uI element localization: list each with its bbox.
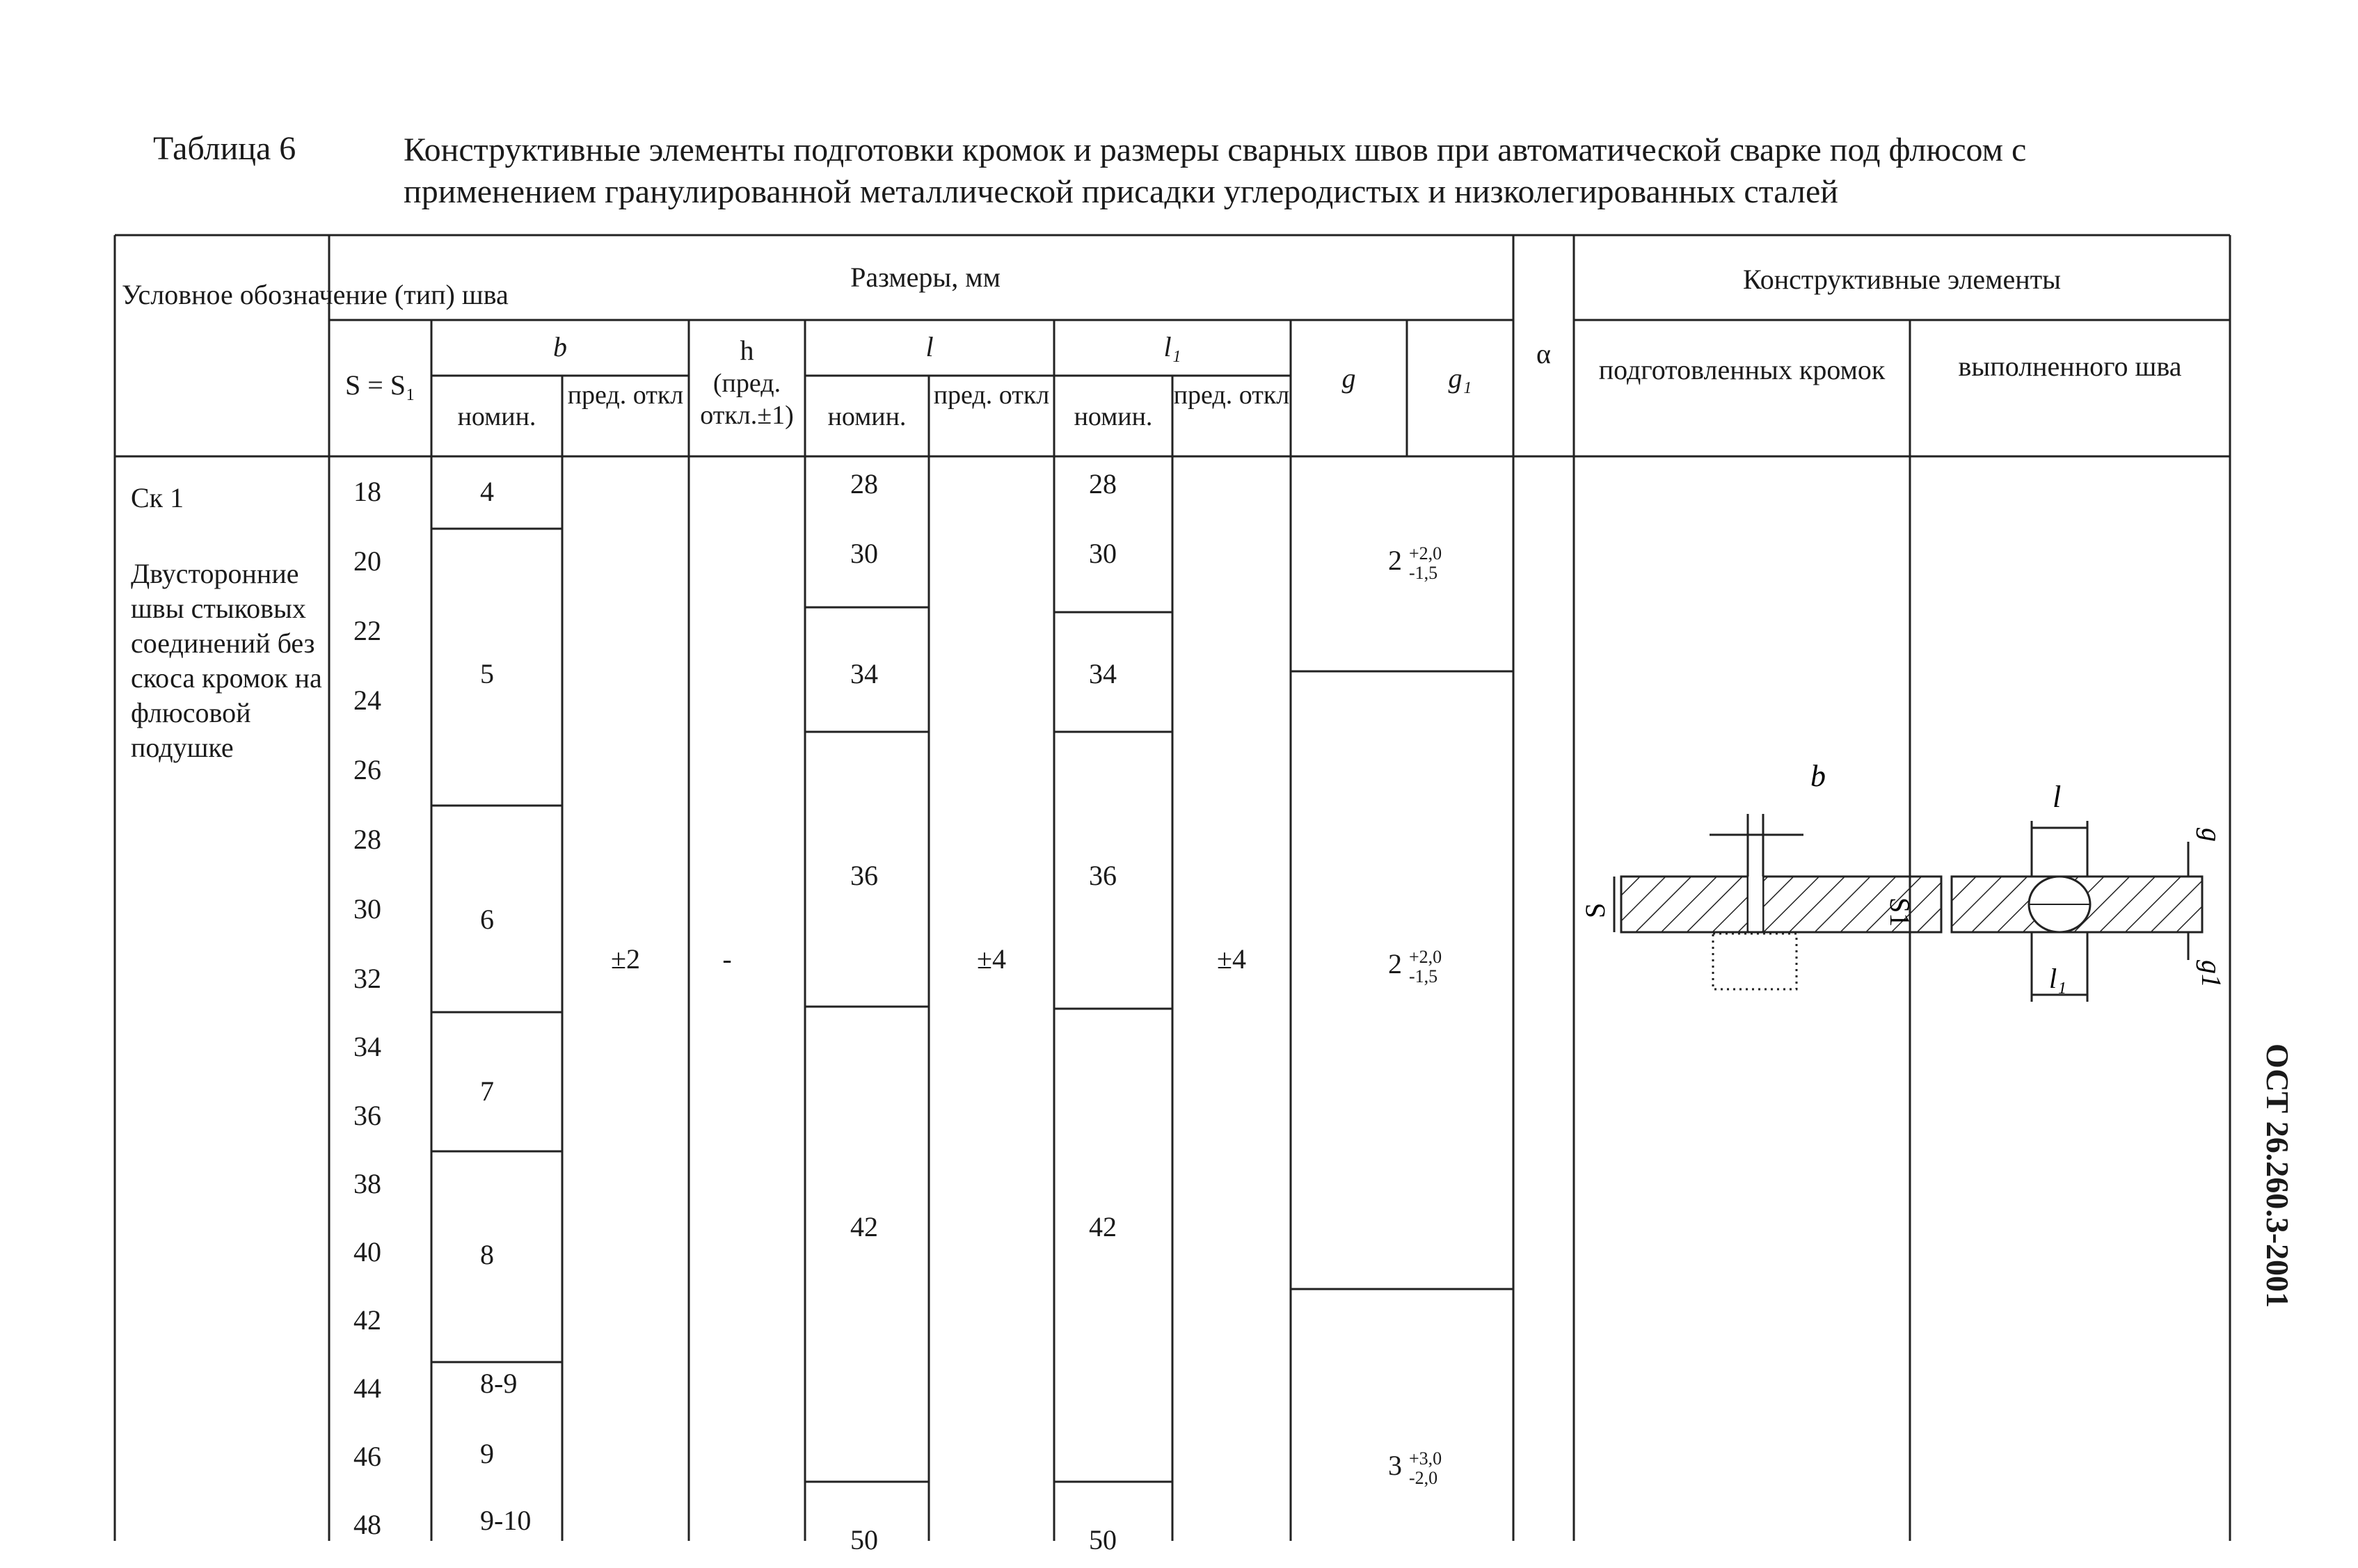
g-minus: -2,0 xyxy=(1409,1468,1438,1488)
prepared-edges-drawing xyxy=(1574,737,1915,1002)
alpha-header: α xyxy=(1536,338,1551,369)
b-header: b xyxy=(553,331,567,362)
s-value: 46 xyxy=(353,1441,381,1472)
s-value: 22 xyxy=(353,615,381,646)
l1-tolerance-header: пред. откл xyxy=(1173,381,1290,410)
l1-value: 42 xyxy=(1089,1211,1117,1242)
l-value: 28 xyxy=(850,468,878,499)
g-base: 3 xyxy=(1388,1450,1402,1482)
b-value: 5 xyxy=(480,658,494,689)
dim-g1-label: g1 xyxy=(2196,960,2227,988)
s-value: 48 xyxy=(353,1509,381,1540)
dim-s1-label: S1 xyxy=(1884,897,1915,927)
dim-g-label: g xyxy=(2196,828,2227,842)
h-tolerance-header: (пред. откл.±1) xyxy=(700,369,794,430)
l-value: 30 xyxy=(850,538,878,569)
b-tolerance: ±2 xyxy=(611,943,640,975)
g-plus: +2,0 xyxy=(1409,947,1442,967)
b-value: 4 xyxy=(480,476,494,507)
h-value: - xyxy=(722,943,732,975)
g1-header: g₁ xyxy=(1448,362,1472,394)
dim-s-label: S xyxy=(1579,902,1611,918)
dim-b-label: b xyxy=(1810,759,1826,793)
l-tolerance-header: пред. откл xyxy=(933,381,1050,410)
g-value xyxy=(1388,947,1442,986)
weld-code: Ск 1 xyxy=(131,482,184,513)
b-value: 8-9 xyxy=(480,1368,518,1399)
b-value: 8 xyxy=(480,1239,494,1270)
construct-header: Конструктивные элементы xyxy=(1743,264,2061,295)
l-header: l xyxy=(925,331,934,362)
g-value xyxy=(1388,1449,1442,1488)
l-value: 34 xyxy=(850,658,878,689)
l1-value: 50 xyxy=(1089,1524,1117,1555)
b-value: 9 xyxy=(480,1438,494,1469)
prepared-header: подготовленных кромок xyxy=(1598,354,1886,385)
s-value: 28 xyxy=(353,824,381,855)
b-value: 9-10 xyxy=(480,1505,532,1536)
l1-value: 34 xyxy=(1089,658,1117,689)
l1-value: 30 xyxy=(1089,538,1117,569)
l1-nominal-header: номин. xyxy=(1074,402,1153,431)
h-header: h xyxy=(740,335,754,366)
b-nominal-header: номин. xyxy=(457,402,536,431)
l-value: 36 xyxy=(850,860,878,891)
b-value: 7 xyxy=(480,1075,494,1107)
s-value: 38 xyxy=(353,1168,381,1199)
l-value: 50 xyxy=(850,1524,878,1555)
l1-value: 36 xyxy=(1089,860,1117,891)
finished-header: выполненного шва xyxy=(1958,351,2182,382)
g-plus: +2,0 xyxy=(1409,543,1442,563)
l1-value: 28 xyxy=(1089,468,1117,499)
document-code: ОСТ 26.260.3-2001 xyxy=(2260,1043,2295,1309)
table-title: Конструктивные элементы подготовки кромок и размеры сварных швов при автоматической сварке под флюсом с применением гранулированной металлической присадки углеродистых и низколегированных сталей xyxy=(404,131,2027,210)
g-base: 2 xyxy=(1388,948,1402,980)
b-value: 6 xyxy=(480,904,494,935)
b-tolerance-header: пред. откл xyxy=(567,381,684,410)
s-value: 32 xyxy=(353,963,381,994)
g-value xyxy=(1388,544,1442,583)
l-nominal-header: номин. xyxy=(827,402,907,431)
finished-weld-drawing xyxy=(1910,737,2230,1002)
dim-l-label: l xyxy=(2053,780,2062,814)
g-header: g xyxy=(1341,362,1356,394)
dimensions-header: Размеры, мм xyxy=(850,262,1001,293)
s-header: S = S₁ xyxy=(345,369,415,401)
s-value: 24 xyxy=(353,685,381,716)
weld-description: Двусторонние швы стыковых соединений без скоса кромок на флюсовой подушке xyxy=(131,558,322,763)
g-base: 2 xyxy=(1388,545,1402,577)
s-value: 20 xyxy=(353,545,381,577)
s-value: 18 xyxy=(353,476,381,507)
l-value: 42 xyxy=(850,1211,878,1242)
g-minus: -1,5 xyxy=(1409,563,1438,583)
l-tolerance: ±4 xyxy=(977,943,1006,975)
g-plus: +3,0 xyxy=(1409,1448,1442,1469)
designation-header: Условное обозначение (тип) шва xyxy=(122,279,509,310)
s-value: 40 xyxy=(353,1236,381,1267)
dim-l1-label: l₁ xyxy=(2049,963,2067,994)
s-value: 42 xyxy=(353,1304,381,1336)
s-value: 30 xyxy=(353,893,381,925)
l1-tolerance: ±4 xyxy=(1217,943,1246,975)
table-number: Таблица 6 xyxy=(153,130,296,167)
g-minus: -1,5 xyxy=(1409,966,1438,986)
s-value: 26 xyxy=(353,754,381,785)
s-value: 36 xyxy=(353,1100,381,1131)
s-value: 34 xyxy=(353,1031,381,1062)
s-value: 44 xyxy=(353,1373,381,1404)
l1-header: l₁ xyxy=(1163,331,1181,362)
